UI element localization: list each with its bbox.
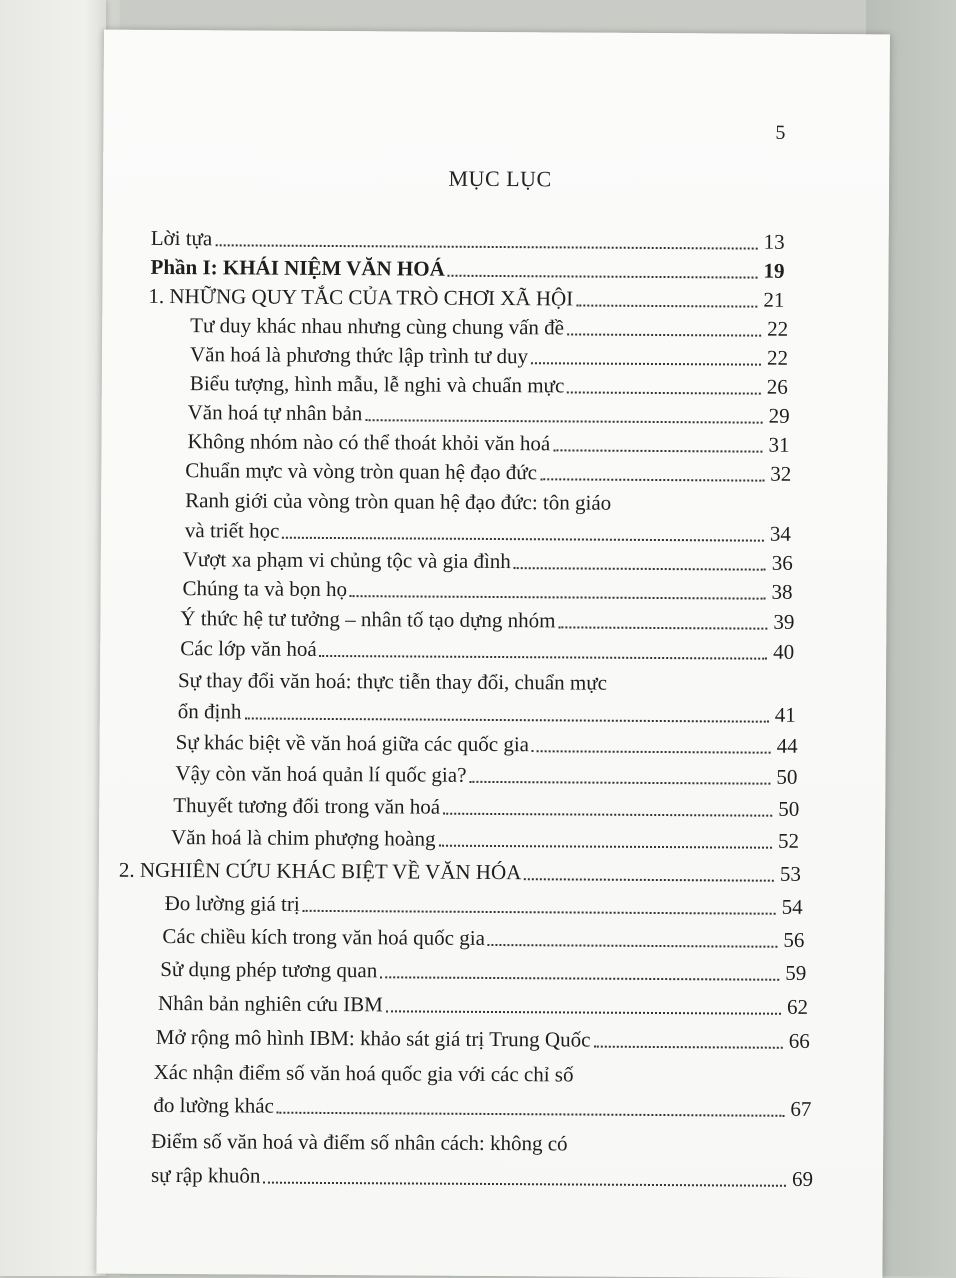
toc-entry-page: 52 [777, 828, 800, 853]
toc-entry [160, 957, 806, 986]
toc-entry-label: sự rập khuôn [150, 1162, 261, 1188]
leader-dots [277, 1112, 785, 1117]
leader-dots [567, 333, 761, 336]
toc-entry-label: Vậy còn văn hoá quản lí quốc gia? [175, 761, 467, 787]
toc-entry-label: và triết học [184, 518, 280, 543]
toc-entry-label: Sử dụng phép tương quan [160, 956, 378, 983]
toc-entry-label: Văn hoá là chim phượng hoàng [171, 825, 436, 851]
toc-entry-page: 31 [768, 432, 790, 457]
previous-page-edge [0, 0, 106, 1276]
leader-dots [540, 478, 764, 481]
toc-entry-page: 69 [791, 1166, 814, 1191]
toc-entry-label: Tư duy khác nhau nhưng cùng chung vấn đề [190, 313, 565, 340]
leader-dots [558, 626, 767, 629]
toc-entry-label: Chúng ta và bọn họ [182, 576, 348, 602]
leader-dots [380, 976, 779, 980]
toc-entry-label-line1: Xác nhận điểm số văn hoá quốc gia với các chỉ số [153, 1059, 574, 1087]
leader-dots [532, 750, 771, 753]
table-of-contents [96, 30, 890, 1278]
toc-entry-page: 54 [781, 894, 803, 919]
leader-dots [531, 362, 761, 365]
leader-dots [469, 781, 770, 785]
toc-entry-label: Nhân bản nghiên cứu IBM [157, 990, 383, 1017]
toc-entry-label: Văn hoá tự nhân bản [187, 400, 363, 426]
toc-entry [173, 793, 799, 822]
toc-entry [183, 576, 793, 605]
leader-dots [448, 275, 758, 279]
toc-entry-page: 34 [769, 521, 792, 546]
toc-entry-page: 62 [786, 994, 809, 1019]
toc-entry-label-line1: Ranh giới của vòng tròn quan hệ đạo đức: tôn giáo [185, 488, 612, 515]
leader-dots [593, 1046, 782, 1049]
toc-entry [158, 991, 808, 1020]
toc-entry-page: 44 [776, 733, 798, 758]
toc-entry [171, 825, 799, 854]
toc-entry [190, 342, 788, 371]
leader-dots [553, 449, 762, 452]
toc-entry-page: 36 [771, 550, 793, 575]
toc-entry-label: 2. NGHIÊN CỨU KHÁC BIỆT VỀ VĂN HÓA [118, 857, 522, 885]
leader-dots [524, 878, 774, 882]
toc-entry-page: 21 [763, 287, 785, 312]
toc-entry-label: đo lường khác [153, 1092, 274, 1118]
toc-entry-label: Đo lường giá trị [164, 890, 300, 916]
leader-dots [514, 567, 766, 571]
toc-entry-page: 56 [783, 927, 805, 952]
toc-entry-label: ổn định [177, 699, 242, 724]
leader-dots [282, 537, 764, 542]
toc-entry-page: 39 [773, 609, 795, 634]
toc-entry-label: Các chiều kích trong văn hoá quốc gia [162, 923, 486, 950]
toc-entry [178, 699, 796, 728]
toc-entry-page: 22 [767, 316, 789, 341]
toc-entry [185, 458, 791, 487]
toc-entry [162, 924, 804, 953]
toc-entry [180, 606, 794, 635]
toc-entry-page: 29 [768, 403, 790, 428]
toc-entry-label: Vượt xa phạm vi chủng tộc và gia đình [182, 547, 511, 574]
toc-entry-label-line1: Sự thay đổi văn hoá: thực tiễn thay đổi, chuẩn mực [177, 668, 608, 695]
leader-dots [439, 845, 772, 849]
toc-title: MỤC LỤC [448, 165, 552, 192]
toc-entry-page: 22 [766, 345, 789, 370]
toc-entry [175, 761, 797, 790]
toc-entry-label: Biểu tượng, hình mẫu, lễ nghi và chuẩn mực [189, 371, 565, 398]
leader-dots [350, 595, 766, 600]
toc-entry [190, 371, 788, 400]
toc-entry-page: 59 [785, 960, 807, 985]
toc-entry-page: 67 [790, 1096, 812, 1121]
toc-entry [180, 636, 794, 665]
toc-entry-page: 40 [773, 639, 795, 664]
toc-entry-page: 41 [774, 702, 796, 727]
toc-entry-page: 50 [776, 764, 798, 789]
toc-part-heading [150, 255, 784, 284]
toc-entry-page: 38 [771, 579, 793, 604]
toc-entry [183, 547, 793, 576]
toc-entry-page: 13 [763, 229, 785, 254]
toc-entry-page: 53 [779, 861, 801, 886]
book-page [96, 30, 890, 1278]
toc-entry-label: Mở rộng mô hình IBM: khảo sát giá trị Trung Quốc [155, 1024, 591, 1052]
toc-entry [156, 1025, 810, 1054]
toc-entry-label: Các lớp văn hoá [180, 636, 317, 661]
toc-entry-label: Không nhóm nào có thể thoát khỏi văn hoá [187, 429, 551, 456]
toc-entry [176, 730, 798, 759]
toc-entry [187, 429, 789, 458]
toc-entry-label-line1: Điểm số văn hoá và điểm số nhân cách: không có [151, 1128, 568, 1156]
toc-entry [153, 1093, 811, 1122]
toc-entry-page: 19 [763, 258, 785, 283]
toc-chapter-heading [119, 858, 801, 887]
toc-chapter-heading [148, 284, 784, 313]
toc-entry-label: Ý thức hệ tư tưởng – nhân tố tạo dựng nhóm [180, 606, 556, 633]
toc-entry-label: Chuẩn mực và vòng tròn quan hệ đạo đức [185, 458, 538, 485]
leader-dots [386, 1010, 781, 1014]
leader-dots [567, 391, 761, 394]
toc-entry-label: Phần I: KHÁI NIỆM VĂN HOÁ [150, 254, 445, 281]
toc-entry-label: Lời tựa [150, 225, 213, 251]
leader-dots [320, 655, 768, 660]
leader-dots [263, 1182, 786, 1187]
toc-entry-page: 66 [788, 1028, 810, 1053]
toc-entry-page: 50 [778, 796, 800, 821]
toc-entry-label: 1. NHỮNG QUY TẮC CỦA TRÒ CHƠI XÃ HỘI [148, 283, 574, 311]
leader-dots [303, 910, 776, 915]
toc-entry [188, 400, 790, 429]
leader-dots [244, 717, 768, 722]
toc-entry [185, 518, 791, 547]
toc-entry [151, 1163, 813, 1192]
leader-dots [215, 244, 757, 249]
leader-dots [488, 944, 778, 948]
toc-entry [165, 891, 803, 920]
page-number: 5 [775, 121, 786, 144]
toc-entry-label: Văn hoá là phương thức lập trình tư duy [189, 342, 529, 369]
leader-dots [365, 419, 762, 423]
toc-entry-label: Sự khác biệt về văn hoá giữa các quốc gia [175, 730, 530, 757]
leader-dots [576, 304, 757, 307]
toc-entry [151, 226, 785, 255]
toc-entry [190, 313, 788, 342]
toc-entry-page: 32 [770, 461, 792, 486]
toc-entry-label: Thuyết tương đối trong văn hoá [173, 793, 441, 819]
leader-dots [443, 813, 772, 817]
toc-entry-page: 26 [766, 374, 788, 399]
